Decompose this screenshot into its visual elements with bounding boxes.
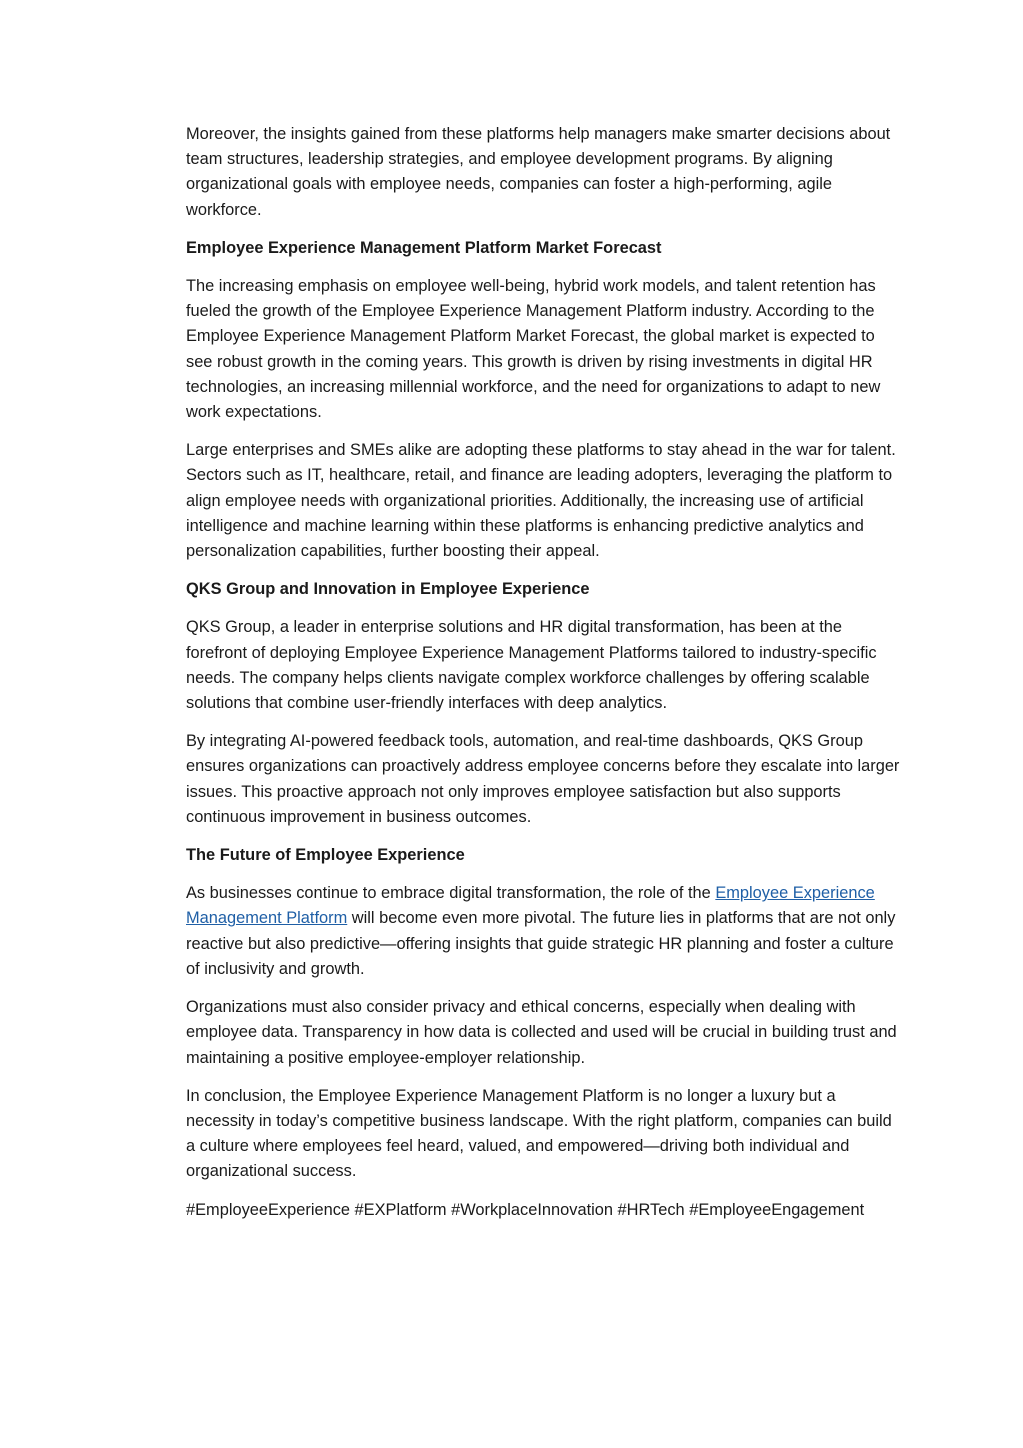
paragraph-market-growth: The increasing emphasis on employee well-being, hybrid work models, and talent retention has fueled the growth of the Employee Experience Management Platform industry. According to the Employee Experience Management Platform Market Forecast, the global market is expected to see robust growth in the coming years. This growth is driven by rising investments in digital HR technologies, an increasing millennial workforce, and the need for organizations to adapt to new work expectations. <box>186 277 881 422</box>
document-page <box>186 122 902 1236</box>
heading-qks-group: QKS Group and Innovation in Employee Experience <box>186 580 590 599</box>
employee-experience-platform-link[interactable]: Employee Experience Management Platform <box>186 884 875 928</box>
paragraph-future-text-after: will become even more pivotal. The future lies in platforms that are not only reactive but also predictive—offering insights that guide strategic HR planning and foster a culture of inclusivity and growth. <box>186 909 896 978</box>
paragraph-conclusion: In conclusion, the Employee Experience Management Platform is no longer a luxury but a necessity in today’s competitive business landscape. With the right platform, companies can build a culture where employees feel heard, valued, and empowered—driving both individual and organizational success. <box>186 1086 892 1181</box>
paragraph-insights: Moreover, the insights gained from these platforms help managers make smarter decisions about team structures, leadership strategies, and employee development programs. By aligning organizational goals with employee needs, companies can foster a high-performing, agile workforce. <box>186 125 891 219</box>
heading-future: The Future of Employee Experience <box>186 846 465 865</box>
heading-market-forecast: Employee Experience Management Platform Market Forecast <box>186 238 662 257</box>
paragraph-future <box>186 881 902 982</box>
paragraph-qks-integration: By integrating AI-powered feedback tools, automation, and real-time dashboards, QKS Group ensures organizations can proactively address employee concerns before they escalate into larger issues. This proactive approach not only improves employee satisfaction but also supports continuous improvement in business outcomes. <box>186 732 900 826</box>
hashtags-line: #EmployeeExperience #EXPlatform #WorkplaceInnovation #HRTech #EmployeeEngagement <box>186 1200 865 1219</box>
paragraph-adoption: Large enterprises and SMEs alike are adopting these platforms to stay ahead in the war for talent. Sectors such as IT, healthcare, retail, and finance are leading adopters, leveraging the platform to align employee needs with organizational priorities. Additionally, the increasing use of artificial intelligence and machine learning within these platforms is enhancing predictive analytics and personalization capabilities, further boosting their appeal. <box>186 441 896 561</box>
paragraph-privacy: Organizations must also consider privacy and ethical concerns, especially when dealing with employee data. Transparency in how data is collected and used will be crucial in building trust and maintaining a positive employee-employer relationship. <box>186 998 897 1067</box>
paragraph-qks-leader: QKS Group, a leader in enterprise solutions and HR digital transformation, has been at the forefront of deploying Employee Experience Management Platforms tailored to industry-specific needs. The company helps clients navigate complex workforce challenges by offering scalable solutions that combine user-friendly interfaces with deep analytics. <box>186 618 877 713</box>
paragraph-future-text-before: As businesses continue to embrace digital transformation, the role of the <box>186 884 716 903</box>
